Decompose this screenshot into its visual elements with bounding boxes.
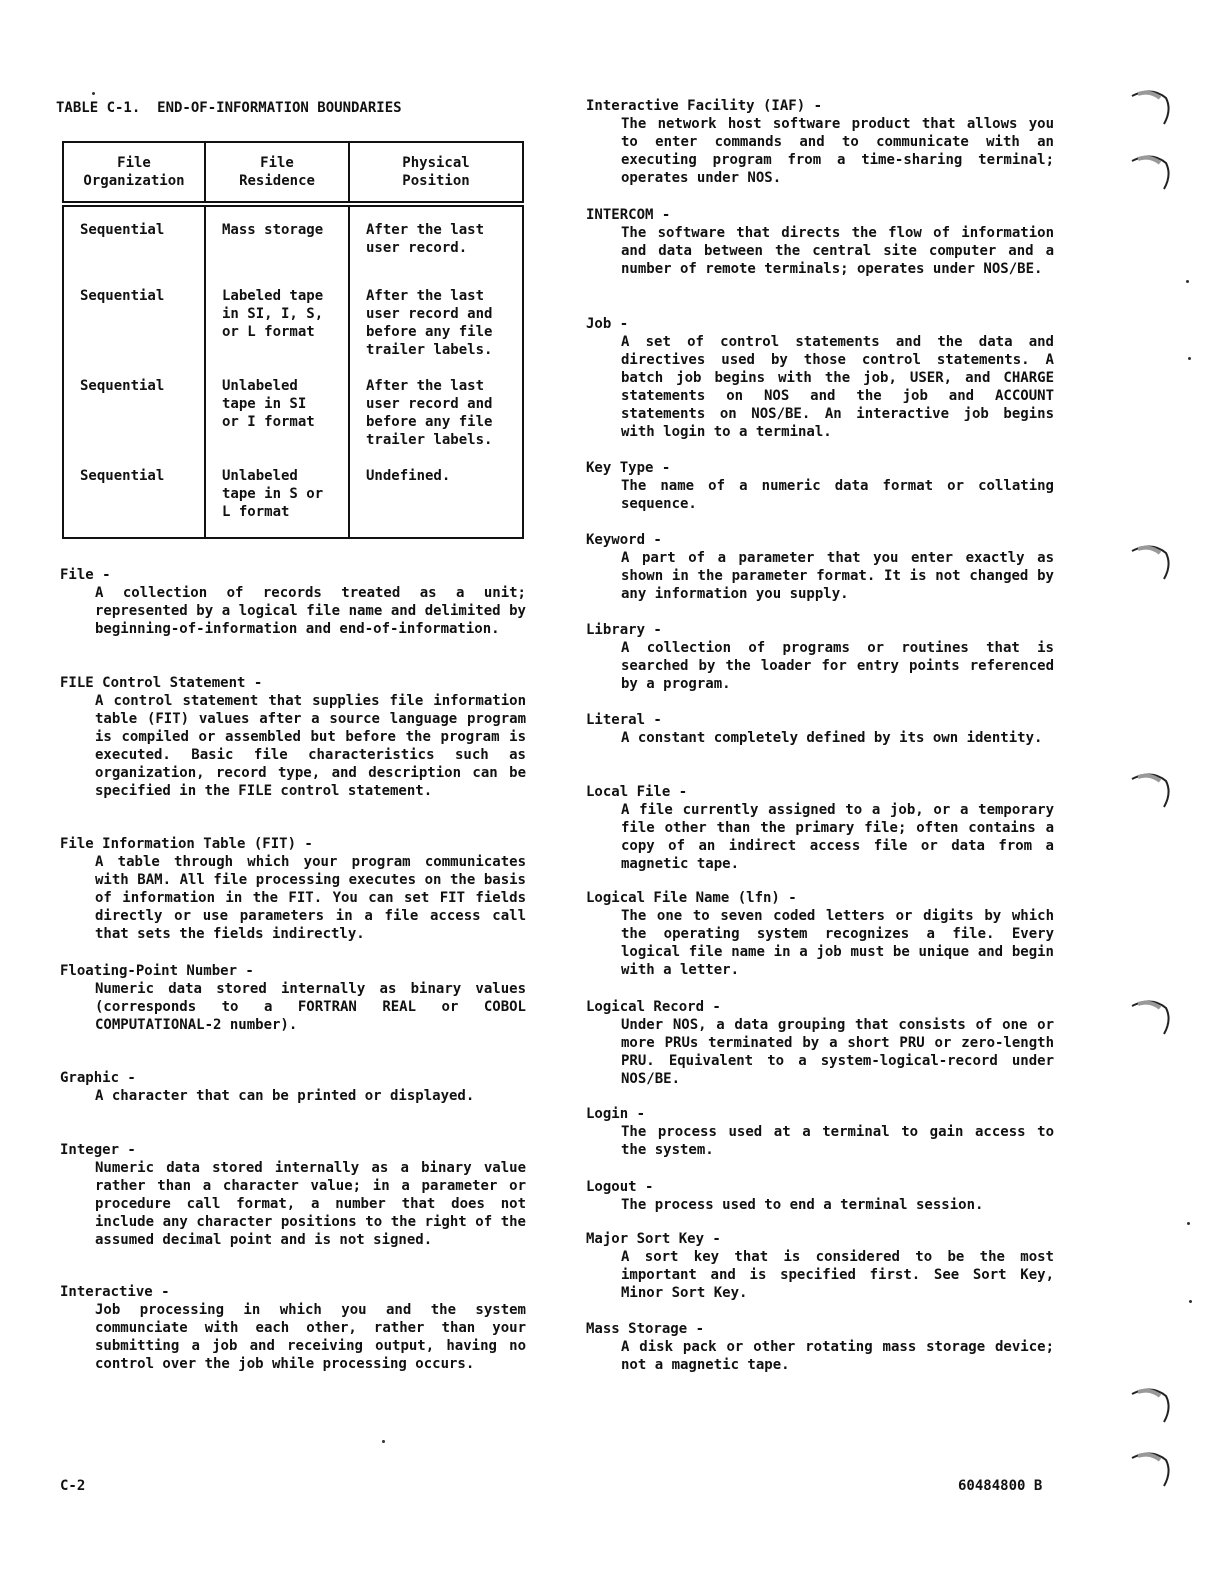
scan-speck bbox=[382, 1440, 385, 1443]
glossary-term: Major Sort Key - bbox=[586, 1231, 721, 1247]
scan-speck bbox=[1189, 1300, 1192, 1303]
glossary-definition: A collection of programs or routines that is searched by the loader for entry points referenced by a program. bbox=[621, 640, 1054, 692]
scan-speck bbox=[92, 92, 95, 95]
binder-hole-mark-icon bbox=[1130, 543, 1172, 583]
glossary-entry bbox=[60, 1283, 526, 1373]
glossary-definition: A part of a parameter that you enter exactly as shown in the parameter format. It is not changed by any information you supply. bbox=[621, 550, 1054, 602]
glossary-entry bbox=[586, 1105, 1054, 1159]
cell-organization: Sequential bbox=[63, 204, 205, 287]
glossary-term: Key Type - bbox=[586, 460, 671, 476]
glossary-term: Logout - bbox=[586, 1179, 654, 1195]
cell-organization: Sequential bbox=[63, 287, 205, 377]
glossary-entry bbox=[586, 783, 1054, 873]
glossary-entry bbox=[60, 1069, 526, 1105]
glossary-definition: A table through which your program communicates with BAM. All file processing executes on the basis of information in the FIT. You can set FIT fields directly or use parameters in a file access call that sets the fields indirectly. bbox=[95, 854, 526, 942]
document-number: 60484800 B bbox=[958, 1478, 1043, 1494]
page-number: C-2 bbox=[60, 1478, 86, 1494]
glossary-entry bbox=[586, 621, 1054, 693]
glossary-term: Logical File Name (lfn) - bbox=[586, 890, 797, 906]
glossary-definition: The software that directs the flow of information and data between the central site computer and a number of remote terminals; operates under NOS/BE. bbox=[621, 225, 1054, 277]
glossary-term: Interactive - bbox=[60, 1284, 170, 1300]
header-physical-position: Physical Position bbox=[349, 142, 523, 204]
binder-hole-mark-icon bbox=[1130, 88, 1172, 128]
binder-hole-mark-icon bbox=[1130, 1450, 1172, 1490]
glossary-term: Interactive Facility (IAF) - bbox=[586, 98, 823, 114]
binder-hole-mark-icon bbox=[1130, 1386, 1172, 1426]
glossary-definition: Numeric data stored internally as a binary value rather than a character value; in a parameter or procedure call format, a number that does not include any character positions to the right of the assumed decimal point and is not signed. bbox=[95, 1160, 526, 1248]
table-row bbox=[63, 467, 523, 538]
glossary-definition: The name of a numeric data format or collating sequence. bbox=[621, 478, 1054, 512]
cell-position: After the last user record and before any file trailer labels. bbox=[349, 377, 523, 467]
table-caption: TABLE C-1. END-OF-INFORMATION BOUNDARIES bbox=[56, 100, 402, 116]
binder-hole-mark-icon bbox=[1130, 153, 1172, 193]
glossary-entry bbox=[586, 206, 1054, 278]
glossary-definition: A file currently assigned to a job, or a temporary file other than the primary file; often contains a copy of an indirect access file or data from a magnetic tape. bbox=[621, 802, 1054, 872]
table-header-row bbox=[63, 142, 523, 204]
glossary-definition: Under NOS, a data grouping that consists of one or more PRUs terminated by a short PRU or zero-length PRU. Equivalent to a system-logical-record under NOS/BE. bbox=[621, 1017, 1054, 1087]
glossary-entry bbox=[586, 998, 1054, 1088]
cell-position: After the last user record. bbox=[349, 204, 523, 287]
cell-organization: Sequential bbox=[63, 467, 205, 538]
glossary-entry bbox=[586, 97, 1054, 187]
scan-speck bbox=[1187, 1222, 1190, 1225]
glossary-definition: A disk pack or other rotating mass storage device; not a magnetic tape. bbox=[621, 1339, 1054, 1373]
glossary-entry bbox=[60, 835, 526, 943]
glossary-entry bbox=[60, 566, 526, 638]
glossary-definition: A control statement that supplies file information table (FIT) values after a source language program is compiled or assembled but before the program is executed. Basic file characteristics such as organization, record type, and description can be specified in the FILE control statement. bbox=[95, 693, 526, 799]
glossary-definition: The process used to end a terminal session. bbox=[621, 1197, 984, 1213]
glossary-definition: A character that can be printed or displayed. bbox=[95, 1088, 475, 1104]
binder-hole-mark-icon bbox=[1130, 998, 1172, 1038]
glossary-term: File - bbox=[60, 567, 111, 583]
table-row bbox=[63, 377, 523, 467]
table-row bbox=[63, 287, 523, 377]
glossary-term: Logical Record - bbox=[586, 999, 721, 1015]
glossary-entry bbox=[586, 711, 1054, 747]
glossary-definition: The process used at a terminal to gain access to the system. bbox=[621, 1124, 1054, 1158]
glossary-term: Local File - bbox=[586, 784, 688, 800]
glossary-definition: A constant completely defined by its own identity. bbox=[621, 730, 1043, 746]
cell-residence: Unlabeled tape in S or L format bbox=[205, 467, 349, 538]
glossary-term: Literal - bbox=[586, 712, 662, 728]
glossary-term: File Information Table (FIT) - bbox=[60, 836, 313, 852]
glossary-entry bbox=[586, 1178, 1054, 1214]
cell-residence: Mass storage bbox=[205, 204, 349, 287]
glossary-entry bbox=[586, 1230, 1054, 1302]
glossary-definition: Numeric data stored internally as binary values (corresponds to a FORTRAN REAL or COBOL COMPUTATIONAL-2 number). bbox=[95, 981, 526, 1033]
glossary-term: Login - bbox=[586, 1106, 646, 1122]
binder-hole-mark-icon bbox=[1130, 771, 1172, 811]
glossary-definition: A set of control statements and the data and directives used by those control statements. A batch job begins with the job, USER, and CHARGE statements on NOS and the job and ACCOUNT statements on NOS/BE. An interactive job begins with login to a terminal. bbox=[621, 334, 1054, 440]
glossary-term: Mass Storage - bbox=[586, 1321, 705, 1337]
glossary-entry bbox=[60, 962, 526, 1034]
header-file-residence: File Residence bbox=[205, 142, 349, 204]
glossary-entry bbox=[586, 531, 1054, 603]
table-row bbox=[63, 204, 523, 287]
eoi-boundaries-table bbox=[62, 141, 524, 539]
scan-speck bbox=[1186, 280, 1189, 283]
glossary-term: Job - bbox=[586, 316, 629, 332]
glossary-term: Integer - bbox=[60, 1142, 136, 1158]
glossary-entry bbox=[60, 1141, 526, 1249]
glossary-entry bbox=[586, 889, 1054, 979]
glossary-entry bbox=[586, 315, 1054, 441]
cell-position: Undefined. bbox=[349, 467, 523, 538]
cell-organization: Sequential bbox=[63, 377, 205, 467]
glossary-term: Keyword - bbox=[586, 532, 662, 548]
glossary-definition: A sort key that is considered to be the most important and is specified first. See Sort Key, Minor Sort Key. bbox=[621, 1249, 1054, 1301]
glossary-term: FILE Control Statement - bbox=[60, 675, 263, 691]
glossary-entry bbox=[586, 1320, 1054, 1374]
glossary-definition: The network host software product that allows you to enter commands and to communicate with an executing program from a time-sharing terminal; operates under NOS. bbox=[621, 116, 1054, 186]
glossary-term: INTERCOM - bbox=[586, 207, 671, 223]
cell-residence: Labeled tape in SI, I, S, or L format bbox=[205, 287, 349, 377]
cell-position: After the last user record and before any file trailer labels. bbox=[349, 287, 523, 377]
glossary-term: Graphic - bbox=[60, 1070, 136, 1086]
glossary-definition: A collection of records treated as a unit; represented by a logical file name and delimited by beginning-of-information and end-of-information. bbox=[95, 585, 526, 637]
glossary-term: Floating-Point Number - bbox=[60, 963, 254, 979]
header-file-organization: File Organization bbox=[63, 142, 205, 204]
glossary-entry bbox=[586, 459, 1054, 513]
glossary-entry bbox=[60, 674, 526, 800]
scan-speck bbox=[1188, 357, 1191, 360]
cell-residence: Unlabeled tape in SI or I format bbox=[205, 377, 349, 467]
glossary-term: Library - bbox=[586, 622, 662, 638]
glossary-definition: Job processing in which you and the system communciate with each other, rather than your submitting a job and receiving output, having no control over the job while processing occurs. bbox=[95, 1302, 526, 1372]
glossary-definition: The one to seven coded letters or digits by which the operating system recognizes a file. Every logical file name in a job must be unique and begin with a letter. bbox=[621, 908, 1054, 978]
